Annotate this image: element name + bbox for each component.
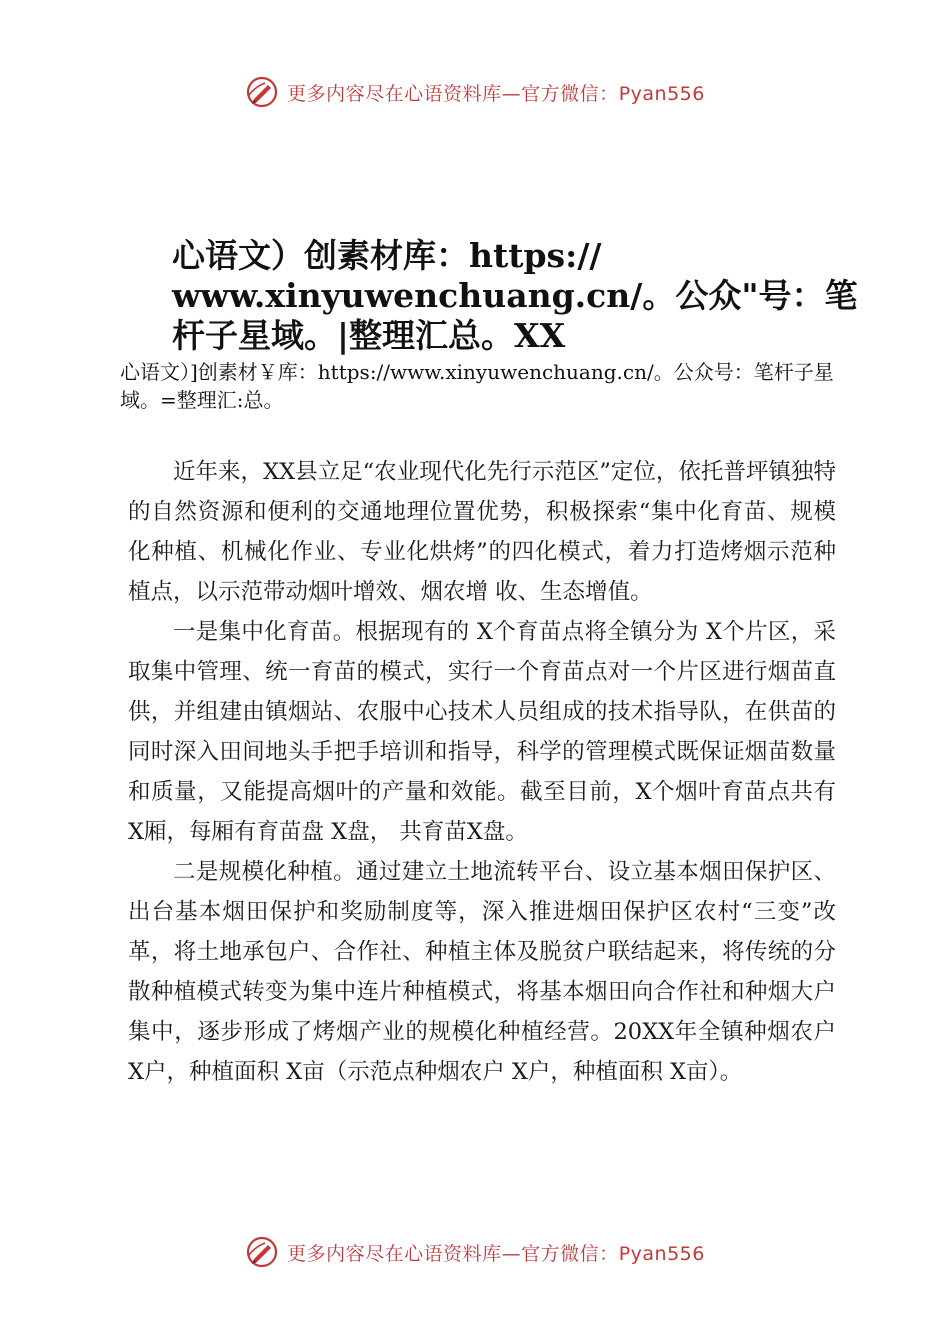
document-heading: 心语文）创素材库：https:// www.xinyuwenchuang.cn/。公众"号：笔杆子星域。|整理汇总。XX [172,236,858,355]
paragraph-planting: 二是规模化种植。通过建立土地流转平台、设立基本烟田保护区、出台基本烟田保护和奖励制度等，深入推进烟田保护区农村“三变”改革，将土地承包户、合作社、种植主体及脱贫户联结起来，将传统的分散种植模式转变为集中连片种植模式，将基本烟田向合作社和种烟大户集中，逐步形成了烤烟产业的规模化种植经营。20XX年全镇种烟农户 X户，种植面积 X亩（示范点种烟农户 X户，种植面积 X亩）。 [128,859,836,1085]
footer-banner-separator-text: —官方微信： [501,1242,619,1265]
banner-main-text: 更多内容尽在心语资料库 [287,82,502,105]
header-banner [0,72,950,112]
banner-text [287,79,705,106]
footer-banner-text [287,1239,705,1266]
paragraph-seedling: 一是集中化育苗。根据现有的 X个育苗点将全镇分为 X个片区，采取集中管理、统一育苗的模式，实行一个育苗点对一个片区进行烟苗直供，并组建由镇烟站、农服中心技术人员组成的技术指导队，在供苗的同时深入田间地头手把手培训和指导，科学的管理模式既保证烟苗数量和质量，又能提高烟叶的产量和效能。截至目前，X个烟叶育苗点共有 X厢，每厢有育苗盘 X盘， 共育苗X盘。 [128,619,836,845]
banner-wechat-id: Pyan556 [618,82,705,105]
pen-logo-icon [245,75,279,109]
footer-banner-wechat-id: Pyan556 [618,1242,705,1265]
banner-separator-text: —官方微信： [501,82,619,105]
paragraph-intro: 近年来，XX县立足“农业现代化先行示范区”定位，依托普坪镇独特的自然资源和便利的交通地理位置优势，积极探索“集中化育苗、规模化种植、机械化作业、专业化烘烤”的四化模式，着力打造烤烟示范种植点，以示范带动烟叶增效、烟农增 收、生态增值。 [128,459,836,605]
footer-banner-main-text: 更多内容尽在心语资料库 [287,1242,502,1265]
pen-logo-icon [245,1235,279,1269]
document-body [128,452,836,1092]
document-subheading: 心语文）]创素材￥库：https://www.xinyuwenchuang.cn/。公众号：笔杆子星域。=整理汇:总。 [120,360,834,412]
footer-banner [0,1232,950,1272]
